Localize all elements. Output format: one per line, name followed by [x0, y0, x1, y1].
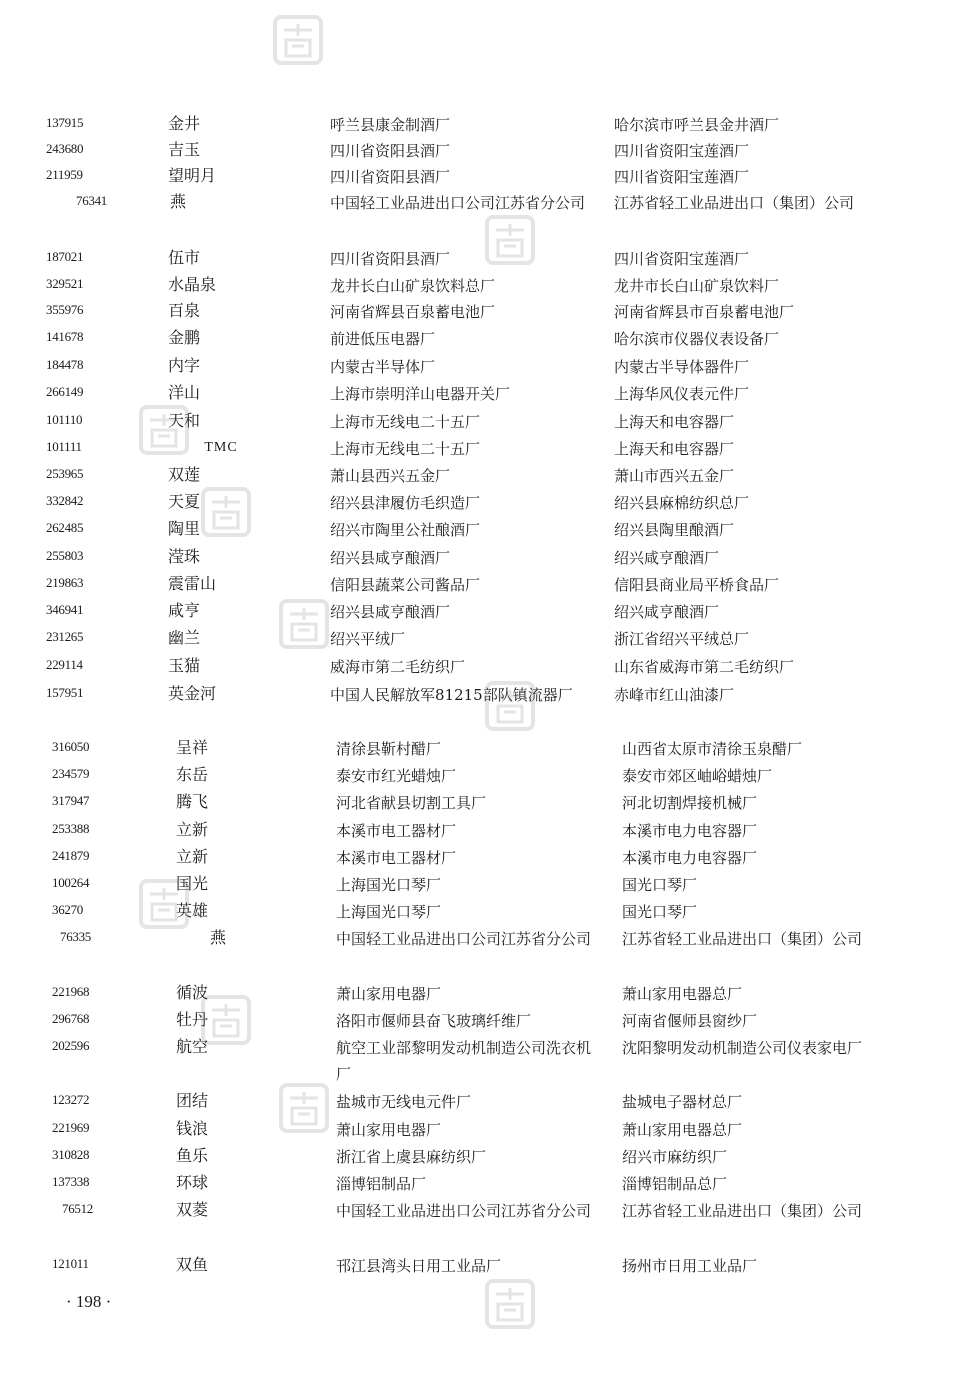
registrant-name: 清徐县靳村醋厂 [336, 740, 442, 758]
registrant-name: 萧山家用电器厂 [336, 985, 442, 1003]
registration-number: 211959 [46, 167, 83, 182]
watermark-stamp-icon [200, 994, 252, 1046]
current-owner-name: 绍兴咸亨酿酒厂 [614, 603, 720, 621]
registration-number: 221968 [52, 984, 90, 999]
current-owner-name: 哈尔滨市呼兰县金井酒厂 [614, 116, 780, 134]
current-owner-name: 萧山市西兴五金厂 [614, 467, 735, 485]
watermark-stamp-icon [484, 214, 536, 266]
registration-number: 262485 [46, 520, 84, 535]
registration-number: 317947 [52, 793, 90, 808]
registrant-name: 淄博铝制品厂 [336, 1175, 427, 1193]
registration-number: 332842 [46, 493, 84, 508]
registration-number: 296768 [52, 1011, 90, 1026]
trademark-name: 望明月 [168, 166, 217, 185]
registration-number: 76341 [76, 193, 108, 208]
watermark-stamp-icon [484, 1278, 536, 1330]
registration-number: 137338 [52, 1174, 90, 1189]
registrant-name: 中国人民解放军81215部队镇流器厂 [330, 686, 573, 704]
current-owner-name: 上海天和电容器厂 [614, 413, 735, 431]
trademark-name: 滢珠 [168, 547, 201, 566]
registrant-name: 本溪市电工器材厂 [336, 822, 457, 840]
registration-number: 101110 [46, 412, 83, 427]
trademark-name: 洋山 [168, 383, 201, 402]
current-owner-name: 绍兴县陶里酿酒厂 [614, 521, 735, 539]
trademark-name: 国光 [176, 874, 209, 893]
watermark-stamp-icon [484, 680, 536, 732]
registrant-name: 河北省献县切割工具厂 [336, 794, 487, 812]
trademark-name: 钱浪 [176, 1119, 209, 1138]
page-number: · 198 · [66, 1292, 112, 1311]
registration-number: 266149 [46, 384, 84, 399]
registrant-name: 四川省资阳县酒厂 [330, 142, 451, 160]
trademark-name: TMC [204, 440, 238, 455]
registrant-name: 本溪市电工器材厂 [336, 849, 457, 867]
registration-number: 137915 [46, 115, 84, 130]
current-owner-name: 龙井市长白山矿泉饮料厂 [614, 277, 780, 295]
trademark-name: 牡丹 [176, 1010, 209, 1029]
trademark-name: 双鱼 [176, 1255, 209, 1274]
registration-number: 310828 [52, 1147, 90, 1162]
trademark-name: 震雷山 [168, 574, 217, 593]
current-owner-name: 泰安市郊区岫峪蜡烛厂 [622, 767, 773, 785]
current-owner-name: 本溪市电力电容器厂 [622, 822, 758, 840]
registration-number: 329521 [46, 276, 84, 291]
registration-number: 243680 [46, 141, 84, 156]
current-owner-name: 河南省偃师县窗纱厂 [622, 1012, 758, 1030]
current-owner-name: 上海天和电容器厂 [614, 440, 735, 458]
registration-number: 253965 [46, 466, 84, 481]
registrant-name: 中国轻工业品进出口公司江苏省分公司 [330, 194, 586, 212]
current-owner-name: 国光口琴厂 [622, 876, 698, 894]
trademark-name: 幽兰 [168, 628, 201, 647]
current-owner-name: 四川省资阳宝莲酒厂 [614, 250, 750, 268]
current-owner-name: 四川省资阳宝莲酒厂 [614, 142, 750, 160]
watermark-stamp-icon [138, 404, 190, 456]
registration-number: 123272 [52, 1092, 90, 1107]
watermark-stamp-icon [200, 486, 252, 538]
registrant-name: 航空工业部黎明发动机制造公司洗衣机厂 [336, 1039, 592, 1083]
registration-number: 221969 [52, 1120, 90, 1135]
registrant-name: 威海市第二毛纺织厂 [330, 658, 466, 676]
trademark-name: 立新 [176, 820, 209, 839]
registrant-name: 四川省资阳县酒厂 [330, 250, 451, 268]
registrant-name: 中国轻工业品进出口公司江苏省分公司 [336, 930, 592, 948]
registration-number: 234579 [52, 766, 90, 781]
current-owner-name: 江苏省轻工业品进出口（集团）公司 [622, 1202, 863, 1220]
trademark-name: 金井 [168, 114, 201, 133]
trademark-name: 天夏 [168, 492, 201, 511]
registration-number: 101111 [46, 439, 82, 454]
trademark-name: 玉猫 [168, 656, 201, 675]
current-owner-name: 盐城电子器材总厂 [622, 1093, 743, 1111]
current-owner-name: 绍兴市麻纺织厂 [622, 1148, 728, 1166]
registration-number: 76335 [60, 929, 92, 944]
registration-number: 229114 [46, 657, 83, 672]
registrant-name: 上海市无线电二十五厂 [330, 413, 481, 431]
trademark-name: 团结 [176, 1091, 209, 1110]
registrant-name: 绍兴市陶里公社酿酒厂 [330, 521, 481, 539]
registrant-name: 上海国光口琴厂 [336, 903, 442, 921]
registrant-name: 上海国光口琴厂 [336, 876, 442, 894]
current-owner-name: 沈阳黎明发动机制造公司仪表家电厂 [622, 1039, 863, 1057]
current-owner-name: 浙江省绍兴平绒总厂 [614, 630, 750, 648]
watermark-stamp-icon [138, 878, 190, 930]
registration-number: 346941 [46, 602, 84, 617]
trademark-name: 陶里 [168, 519, 201, 538]
registration-number: 316050 [52, 739, 90, 754]
registrant-name: 信阳县蔬菜公司酱品厂 [330, 576, 481, 594]
current-owner-name: 哈尔滨市仪器仪表设备厂 [614, 330, 780, 348]
registration-number: 76512 [62, 1201, 94, 1216]
registrant-name: 绍兴县咸亨酿酒厂 [330, 549, 451, 567]
trademark-name: 腾飞 [176, 792, 209, 811]
registration-number: 141678 [46, 329, 84, 344]
current-owner-name: 山西省太原市清徐玉泉醋厂 [622, 740, 803, 758]
trademark-name: 金鹏 [168, 328, 201, 347]
current-owner-name: 江苏省轻工业品进出口（集团）公司 [622, 930, 863, 948]
trademark-name: 天和 [168, 411, 201, 430]
current-owner-name: 萧山家用电器总厂 [622, 985, 743, 1003]
trademark-name: 循波 [176, 983, 209, 1002]
current-owner-name: 扬州市日用工业品厂 [622, 1257, 758, 1275]
registrant-name: 洛阳市偃师县奋飞玻璃纤维厂 [336, 1012, 532, 1030]
trademark-name: 东岳 [176, 765, 209, 784]
trademark-name: 水晶泉 [168, 275, 217, 294]
registration-number: 202596 [52, 1038, 90, 1053]
current-owner-name: 河南省辉县市百泉蓄电池厂 [614, 303, 795, 321]
current-owner-name: 内蒙古半导体器件厂 [614, 358, 750, 376]
registrant-name: 上海市无线电二十五厂 [330, 440, 481, 458]
watermark-stamp-icon [278, 598, 330, 650]
trademark-name: 鱼乐 [176, 1146, 209, 1165]
trademark-name: 双莲 [168, 465, 201, 484]
current-owner-name: 赤峰市红山油漆厂 [614, 686, 735, 704]
registration-number: 121011 [52, 1256, 89, 1271]
registration-number: 36270 [52, 902, 84, 917]
registrant-name: 河南省辉县百泉蓄电池厂 [330, 303, 496, 321]
registrant-name: 上海市崇明洋山电器开关厂 [330, 385, 511, 403]
registration-number: 253388 [52, 821, 90, 836]
registrant-name: 泰安市红光蜡烛厂 [336, 767, 457, 785]
registrant-name: 绍兴县咸亨酿酒厂 [330, 603, 451, 621]
registrant-name: 浙江省上虞县麻纺织厂 [336, 1148, 487, 1166]
registration-number: 157951 [46, 685, 84, 700]
current-owner-name: 萧山家用电器总厂 [622, 1121, 743, 1139]
registrant-name: 四川省资阳县酒厂 [330, 168, 451, 186]
current-owner-name: 信阳县商业局平桥食品厂 [614, 576, 780, 594]
current-owner-name: 绍兴县麻棉纺织总厂 [614, 494, 750, 512]
trademark-name: 咸亨 [168, 601, 201, 620]
registrant-name: 中国轻工业品进出口公司江苏省分公司 [336, 1202, 592, 1220]
trademark-name: 百泉 [168, 301, 201, 320]
trademark-name: 燕 [210, 928, 227, 947]
current-owner-name: 山东省威海市第二毛纺织厂 [614, 658, 795, 676]
trademark-name: 内字 [168, 356, 201, 375]
trademark-name: 立新 [176, 847, 209, 866]
registrant-name: 前进低压电器厂 [330, 330, 436, 348]
registration-number: 187021 [46, 249, 84, 264]
registration-number: 219863 [46, 575, 84, 590]
registrant-name: 龙井长白山矿泉饮料总厂 [330, 277, 496, 295]
current-owner-name: 绍兴咸亨酿酒厂 [614, 549, 720, 567]
trademark-name: 呈祥 [176, 738, 209, 757]
current-owner-name: 上海华风仪表元件厂 [614, 385, 750, 403]
current-owner-name: 河北切割焊接机械厂 [622, 794, 758, 812]
registrant-name: 萧山家用电器厂 [336, 1121, 442, 1139]
registrant-name: 盐城市无线电元件厂 [336, 1093, 472, 1111]
trademark-name: 英金河 [168, 684, 217, 703]
registration-number: 355976 [46, 302, 84, 317]
trademark-name: 伍市 [168, 248, 201, 267]
current-owner-name: 江苏省轻工业品进出口（集团）公司 [614, 194, 855, 212]
registration-number: 100264 [52, 875, 90, 890]
watermark-stamp-icon [272, 14, 324, 66]
trademark-name: 航空 [176, 1037, 209, 1056]
trademark-name: 英雄 [176, 901, 209, 920]
current-owner-name: 淄博铝制品总厂 [622, 1175, 728, 1193]
registration-number: 231265 [46, 629, 84, 644]
current-owner-name: 四川省资阳宝莲酒厂 [614, 168, 750, 186]
registrant-name: 邗江县湾头日用工业品厂 [336, 1257, 502, 1275]
registration-number: 241879 [52, 848, 90, 863]
watermark-stamp-icon [278, 1082, 330, 1134]
registrant-name: 绍兴县津履仿毛织造厂 [330, 494, 481, 512]
trademark-name: 双菱 [176, 1200, 209, 1219]
trademark-name: 吉玉 [168, 140, 201, 159]
trademark-name: 燕 [170, 192, 187, 211]
registrant-name: 呼兰县康金制酒厂 [330, 116, 451, 134]
registration-number: 255803 [46, 548, 84, 563]
current-owner-name: 本溪市电力电容器厂 [622, 849, 758, 867]
trademark-name: 环球 [176, 1173, 209, 1192]
registrant-name: 内蒙古半导体厂 [330, 358, 436, 376]
current-owner-name: 国光口琴厂 [622, 903, 698, 921]
registration-number: 184478 [46, 357, 84, 372]
registrant-name: 绍兴平绒厂 [330, 630, 406, 648]
registrant-name: 萧山县西兴五金厂 [330, 467, 451, 485]
